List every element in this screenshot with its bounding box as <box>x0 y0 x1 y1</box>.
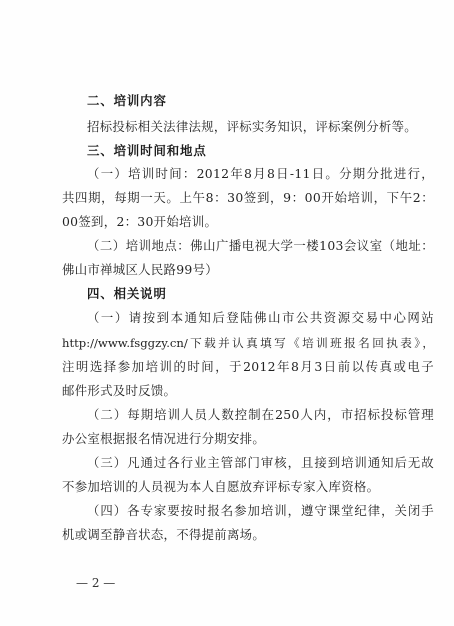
notes-item-line: 注明选择参加培训的时间，于2012年8月3日前以传真或电子 <box>62 359 434 374</box>
notes-item-line: 邮件形式及时反馈。 <box>62 383 177 398</box>
notes-item-line: 办公室根据报名情况进行分期安排。 <box>62 431 266 446</box>
content-body-line: 招标投标相关法律法规，评标实务知识，评标案例分析等。 <box>87 119 417 134</box>
page-number: — 2 — <box>76 576 116 590</box>
notes-item-line: 不参加培训的人员视为本人自愿放弃评标专家入库资格。 <box>62 479 380 494</box>
schedule-time-line: （一）培训时间：2012年8月8日-11日。分期分批进行， <box>87 166 434 181</box>
section-heading-schedule: 三、培训时间和地点 <box>87 143 207 158</box>
schedule-time-line: 00签到，2：30开始培训。 <box>62 214 218 229</box>
schedule-place-line: （二）培训地点：佛山广播电视大学一楼103会议室（地址： <box>87 238 434 253</box>
schedule-time-line: 共四期，每期一天。上午8：30签到，9：00开始培训，下午2： <box>62 190 434 205</box>
notes-item-line: （三）凡通过各行业主管部门审核，且接到培训通知后无故 <box>87 455 434 470</box>
schedule-place-line: 佛山市禅城区人民路99号） <box>62 262 218 277</box>
notes-item-line: 机或调至静音状态，不得提前离场。 <box>62 527 266 542</box>
notes-item-line: http://www.fsggzy.cn/下载并认真填写《培训班报名回执表》， <box>62 336 434 350</box>
notes-item-line: （四）各专家要按时报名参加培训，遵守课堂纪律，关闭手 <box>87 503 434 518</box>
section-heading-notes: 四、相关说明 <box>87 286 167 301</box>
section-heading-content: 二、培训内容 <box>87 93 167 108</box>
notes-item-line: （一）请按到本通知后登陆佛山市公共资源交易中心网站 <box>87 310 434 325</box>
notes-item-line: （二）每期培训人员人数控制在250人内，市招标投标管理 <box>87 407 434 422</box>
